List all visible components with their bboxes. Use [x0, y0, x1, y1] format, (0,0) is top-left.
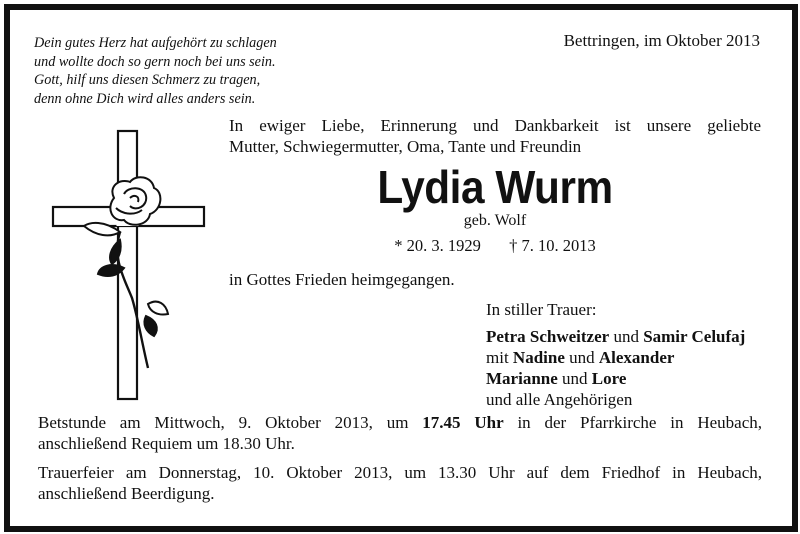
place-date: Bettringen, im Oktober 2013 [563, 31, 760, 50]
mourner-name: Lore [591, 369, 627, 388]
mourner-name: Marianne [486, 369, 558, 388]
prayer-service-info [38, 412, 762, 454]
cross-with-rose-icon [50, 128, 208, 404]
mourner-name: Samir Celufaj [643, 327, 746, 346]
funeral-info [38, 462, 762, 504]
mourners-block [486, 299, 745, 410]
poem-line: und wolltе doch so gern noch bei uns sein. [34, 53, 276, 70]
poem-line: Gott, hilf uns diesen Schmerz zu tragen, [34, 72, 261, 89]
memorial-poem [34, 34, 277, 108]
intro-line: Mutter, Schwiegermutter, Oma, Tante und Freundin [229, 137, 582, 156]
birth-date: * 20. 3. 1929 [394, 236, 481, 255]
mourner-line: Marianne und Lore [486, 369, 627, 388]
service-line: Betstunde am Mittwoch, 9. Oktober 2013, um 17.45 Uhr in der Pfarrkirche in Heubach, [38, 413, 763, 432]
mourner-line: Petra Schweitzer und Samir Celufaj [486, 327, 746, 346]
death-date: † 7. 10. 2013 [509, 236, 596, 255]
poem-line: Dein gutes Herz hat aufgehört zu schlagen [34, 35, 277, 51]
poem-line: denn ohne Dich wird alles anders sein. [34, 90, 256, 107]
deceased-name: Lydia Wurm [377, 161, 613, 213]
mourner-name: Petra Schweitzer [486, 327, 610, 346]
service-line: Trauerfeier am Donnerstag, 10. Oktober 2013, um 13.30 Uhr auf dem Friedhof in Heubach, [38, 463, 762, 482]
service-line: anschließend Beerdigung. [38, 484, 215, 503]
service-time: 17.45 Uhr [422, 413, 504, 432]
life-dates [229, 236, 761, 256]
mourner-line: und alle Angehörigen [486, 390, 633, 409]
mourners-heading: In stiller Trauer: [486, 300, 597, 319]
peace-line: in Gottes Frieden heimgegangen. [229, 270, 455, 289]
mourner-line: mit Nadine und Alexander [486, 348, 675, 367]
mourner-name: Nadine [512, 348, 565, 367]
intro-line: In ewiger Liebe, Erinnerung und Dankbarkeit ist unsere geliebte [229, 116, 761, 135]
intro-text [229, 115, 761, 157]
mourner-name: Alexander [598, 348, 675, 367]
birth-name: geb. Wolf [463, 212, 527, 229]
service-line: anschließend Requiem um 18.30 Uhr. [38, 434, 295, 453]
